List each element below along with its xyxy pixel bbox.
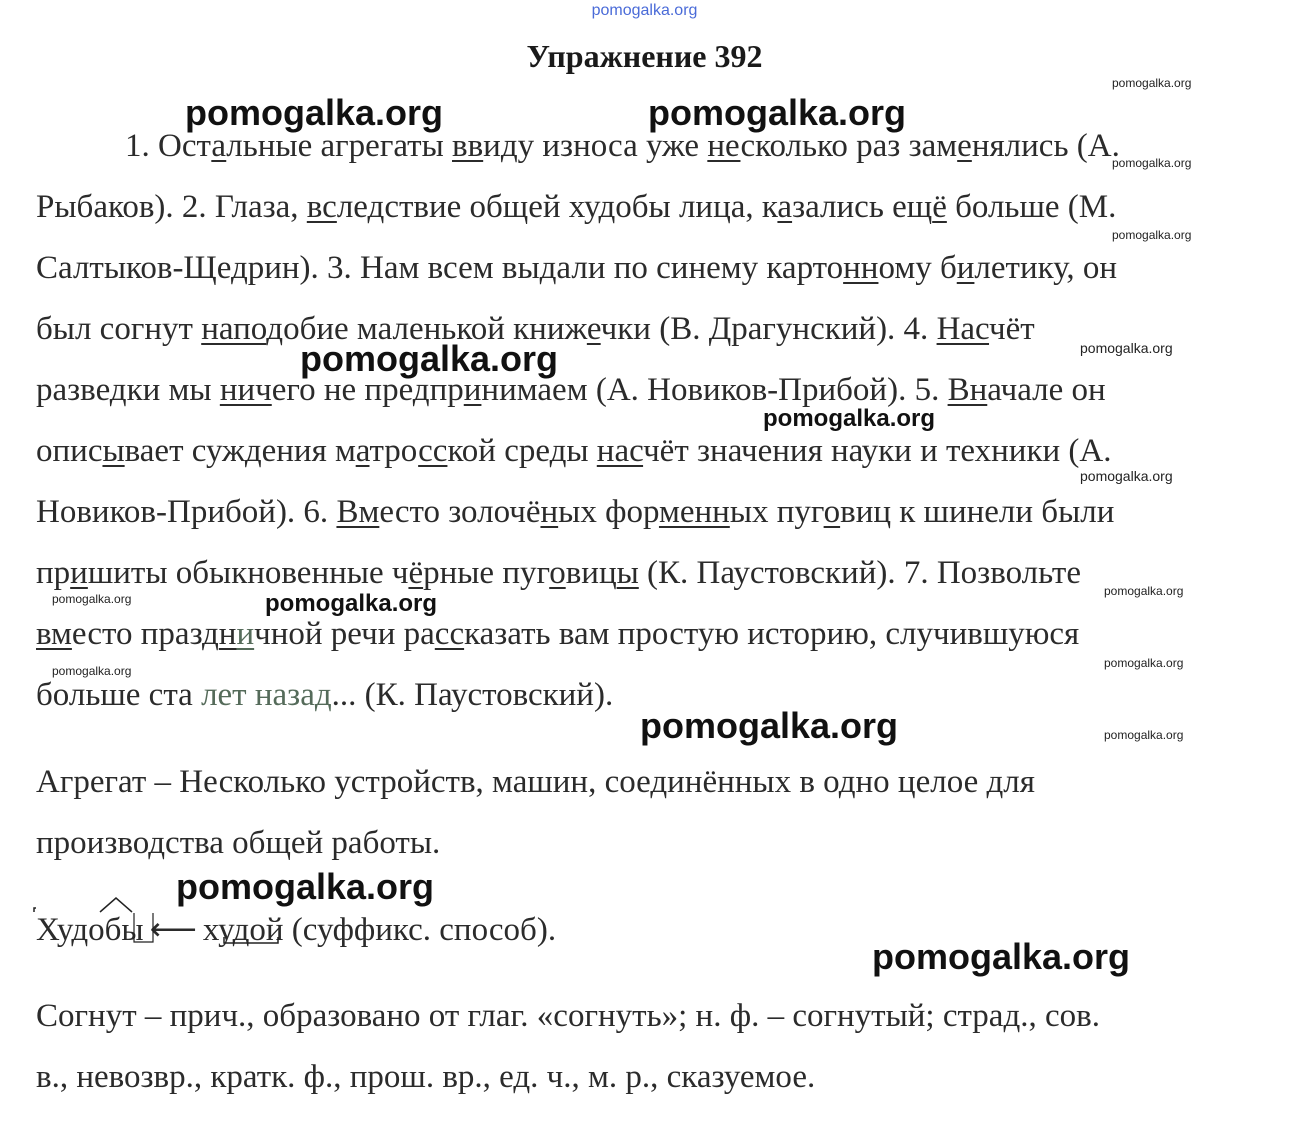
text-line-8: пришиты обыкновенные чёрные пуговицы (К. Паустовский). 7. Позвольте	[36, 555, 1081, 591]
watermark-small: pomogalka.org	[1112, 156, 1192, 170]
text-line-6: описывает суждения матросской среды насчёт значения науки и техники (А.	[36, 433, 1112, 469]
watermark-small: pomogalka.org	[1104, 584, 1184, 598]
morph-source: худой	[202, 912, 284, 948]
watermark-small: pomogalka.org	[1080, 468, 1173, 484]
watermark: pomogalka.org	[185, 92, 444, 133]
watermark-small: pomogalka.org	[52, 664, 132, 678]
watermark: pomogalka.org	[640, 705, 899, 746]
parse-line-2: в., невозвр., кратк. ф., прош. вр., ед. ч., м. р., сказуемое.	[36, 1059, 816, 1095]
definition-line-2: производства общей работы.	[36, 825, 441, 861]
morph-note: (суффикс. способ).	[283, 912, 557, 948]
site-watermark: pomogalka.org	[591, 2, 698, 19]
watermark-small: pomogalka.org	[1104, 656, 1184, 670]
watermark-small: pomogalka.org	[52, 592, 132, 606]
definition-line-1: Агрегат – Несколько устройств, машин, соединённых в одно целое для	[36, 764, 1035, 800]
text-line-7: Новиков-Прибой). 6. Вместо золочёных форменных пуговиц к шинели были	[36, 494, 1115, 530]
text-line-10: больше ста лет назад... (К. Паустовский).	[36, 677, 614, 713]
watermark-small: pomogalka.org	[1080, 340, 1173, 356]
arrow-left-icon: ⟵	[149, 912, 197, 948]
text-line-2: Рыбаков). 2. Глаза, вследствие общей худобы лица, казались ещё больше (М.	[36, 189, 1117, 225]
text-line-3: Салтыков-Щедрин). 3. Нам всем выдали по синему картонному билетику, он	[36, 250, 1118, 286]
watermark: pomogalka.org	[872, 936, 1131, 977]
watermark: pomogalka.org	[300, 338, 559, 379]
morph-analysis	[36, 910, 556, 950]
text-line-4: был согнут наподобие маленькой книжечки (В. Драгунский). 4. Насчёт	[36, 311, 1035, 347]
text-line-5: разведки мы ничего не предпринимаем (А. Новиков-Прибой). 5. Вначале он	[36, 372, 1106, 408]
watermark-small: pomogalka.org	[1112, 76, 1192, 90]
text-line-1: 1. Остальные агрегаты ввиду износа уже несколько раз заменялись (А.	[125, 128, 1120, 164]
watermark: pomogalka.org	[265, 590, 438, 617]
watermark-small: pomogalka.org	[1112, 228, 1192, 242]
watermark-small: pomogalka.org	[1104, 728, 1184, 742]
watermark: pomogalka.org	[176, 866, 435, 907]
watermark: pomogalka.org	[648, 92, 907, 133]
exercise-title: Упражнение 392	[526, 38, 763, 74]
text-line-9: вместо праздничной речи рассказать вам простую историю, случившуюся	[36, 616, 1080, 652]
parse-line-1: Согнут – прич., образовано от глаг. «согнуть»; н. ф. – согнутый; страд., сов.	[36, 998, 1100, 1034]
watermark: pomogalka.org	[763, 405, 936, 432]
morph-word: Худобы	[36, 912, 144, 948]
